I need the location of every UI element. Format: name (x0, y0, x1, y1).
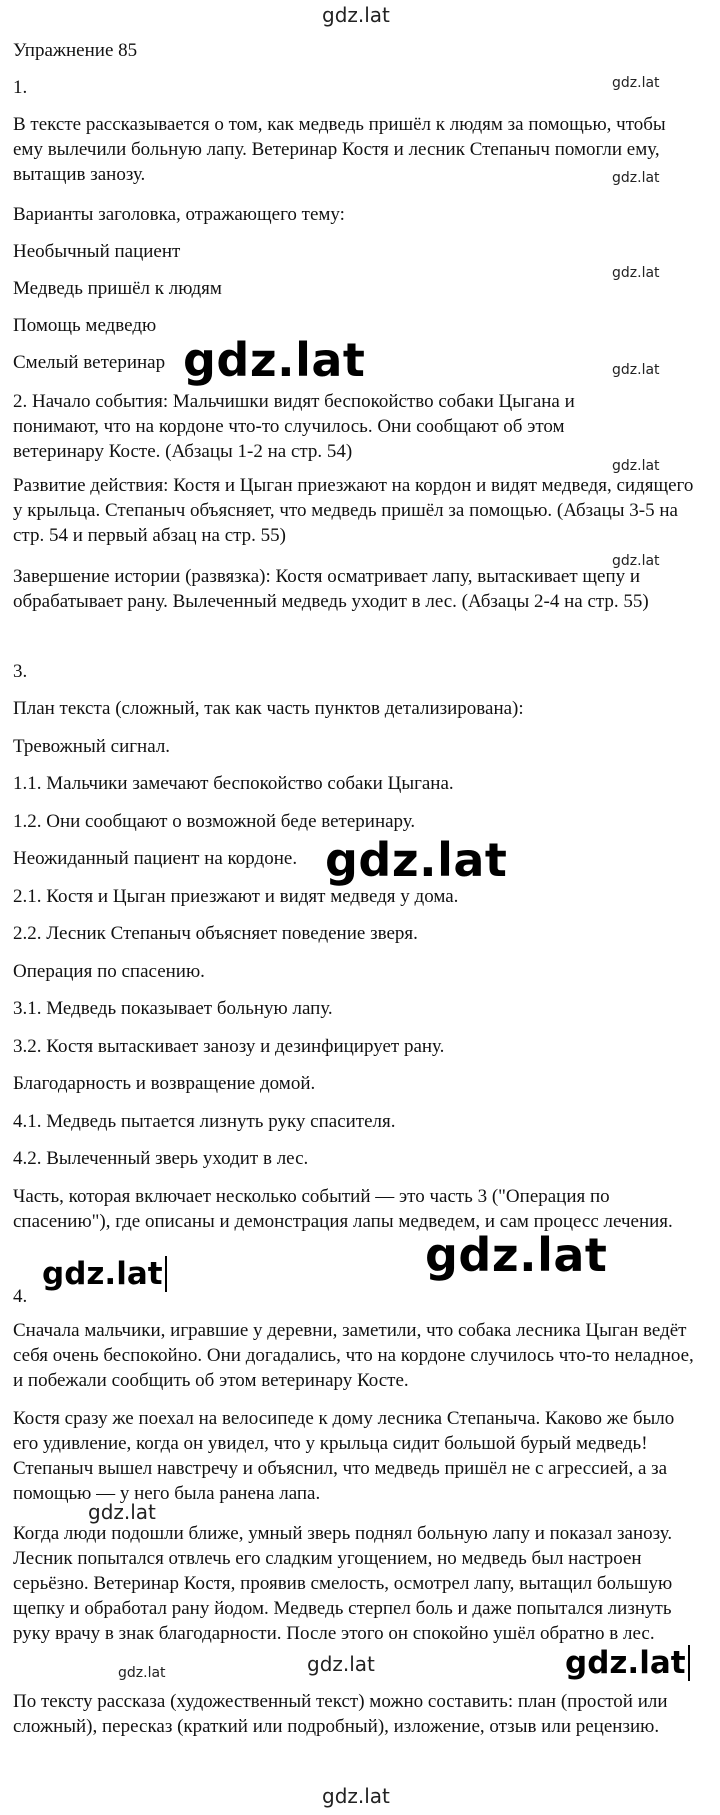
plan-subitem: 4.1. Медведь пытается лизнуть руку спасителя. (13, 1111, 396, 1132)
section-4-paragraph: Сначала мальчики, игравшие у деревни, заметили, что собака лесника Цыган ведёт себя очень беспокойно. Они догадались, что на кордоне случилось что-то неладное, и побежали сообщить об этом ветеринару Косте. (13, 1320, 694, 1391)
watermark: gdz.lat (612, 458, 660, 474)
section-3-part: Часть, которая включает несколько событий — это часть 3 ("Операция по спасению"), где описаны и демонстрация лапы медведем, и сам процесс лечения. (13, 1186, 673, 1232)
watermark-medium: gdz.lat (565, 1645, 690, 1681)
section-4-number: 4. (13, 1286, 28, 1307)
plan-item: Неожиданный пациент на кордоне. (13, 848, 298, 869)
title-variant: Медведь пришёл к людям (13, 278, 222, 299)
title-variant: Необычный пациент (13, 241, 181, 262)
section-2-development: Развитие действия: Костя и Цыган приезжают на кордон и видят медведя, сидящего у крыльца. Степаныч объясняет, что медведь пришёл за помощью. (Абзацы 3-5 на стр. 54 и первый абзац на стр. 55) (13, 475, 694, 546)
plan-item: Операция по спасению. (13, 961, 205, 982)
section-4-paragraph: Когда люди подошли ближе, умный зверь поднял больную лапу и показал занозу. Лесник попытался отвлечь его сладким угощением, но медведь был настроен серьёзно. Ветеринар Костя, проявив смелость, осмотрел лапу, вытащил большую щепку и обработал рану йодом. Медведь стерпел боль и даже попытался лизнуть руку врачу в знак благодарности. После этого он спокойно ушёл обратно в лес. (13, 1523, 673, 1644)
watermark: gdz.lat (118, 1665, 166, 1681)
title-variant: Смелый ветеринар (13, 352, 166, 373)
watermark: gdz.lat (307, 1652, 375, 1676)
plan-subitem: 3.1. Медведь показывает больную лапу. (13, 998, 333, 1019)
watermark: gdz.lat (612, 170, 660, 186)
plan-item: Тревожный сигнал. (13, 736, 171, 757)
section-5-text: По тексту рассказа (художественный текст) можно составить: план (простой или сложный), пересказ (краткий или подробный), изложение, отзыв или рецензию. (13, 1691, 668, 1737)
plan-subitem: 3.2. Костя вытаскивает занозу и дезинфицирует рану. (13, 1036, 445, 1057)
section-1-text: В тексте рассказывается о том, как медведь пришёл к людям за помощью, чтобы ему вылечили больную лапу. Ветеринар Костя и лесник Степаныч помогли ему, вытащив занозу. (13, 114, 666, 185)
plan-item: Благодарность и возвращение домой. (13, 1073, 316, 1094)
plan-subitem: 4.2. Вылеченный зверь уходит в лес. (13, 1148, 309, 1169)
plan-subitem: 1.1. Мальчики замечают беспокойство собаки Цыгана. (13, 773, 454, 794)
watermark-large: gdz.lat (425, 1228, 608, 1282)
plan-subitem: 2.1. Костя и Цыган приезжают и видят медведя у дома. (13, 886, 459, 907)
watermark: gdz.lat (612, 265, 660, 281)
plan-subitem: 1.2. Они сообщают о возможной беде ветеринару. (13, 811, 416, 832)
watermark-bottom: gdz.lat (322, 1784, 390, 1808)
section-3-plan-label: План текста (сложный, так как часть пунктов детализирована): (13, 698, 524, 719)
watermark-medium: gdz.lat (42, 1256, 167, 1292)
watermark: gdz.lat (612, 75, 660, 91)
section-4-paragraph: Костя сразу же поехал на велосипеде к дому лесника Степаныча. Каково же было его удивление, когда он увидел, что у крыльца сидит большой бурый медведь! Степаныч вышел навстречу и объяснил, что медведь пришёл не с агрессией, а за помощью — у него была ранена лапа. (13, 1408, 675, 1504)
section-1-number: 1. (13, 77, 28, 98)
section-2-beginning: 2. Начало события: Мальчишки видят беспокойство собаки Цыгана и понимают, что на кордоне что-то случилось. Они сообщают об этом ветеринару Косте. (Абзацы 1-2 на стр. 54) (13, 391, 575, 462)
watermark-large: gdz.lat (325, 833, 508, 887)
section-3-number: 3. (13, 661, 28, 682)
watermark-top: gdz.lat (322, 3, 390, 27)
title-variant: Помощь медведю (13, 315, 157, 336)
watermark-large: gdz.lat (183, 333, 366, 387)
section-2-ending: Завершение истории (развязка): Костя осматривает лапу, вытаскивает щепу и обрабатывает рану. Вылеченный медведь уходит в лес. (Абзацы 2-4 на стр. 55) (13, 566, 649, 612)
section-1-variants-label: Варианты заголовка, отражающего тему: (13, 204, 345, 225)
watermark: gdz.lat (612, 362, 660, 378)
watermark: gdz.lat (612, 553, 660, 569)
exercise-title: Упражнение 85 (13, 40, 138, 61)
plan-subitem: 2.2. Лесник Степаныч объясняет поведение зверя. (13, 923, 418, 944)
watermark: gdz.lat (88, 1500, 156, 1524)
